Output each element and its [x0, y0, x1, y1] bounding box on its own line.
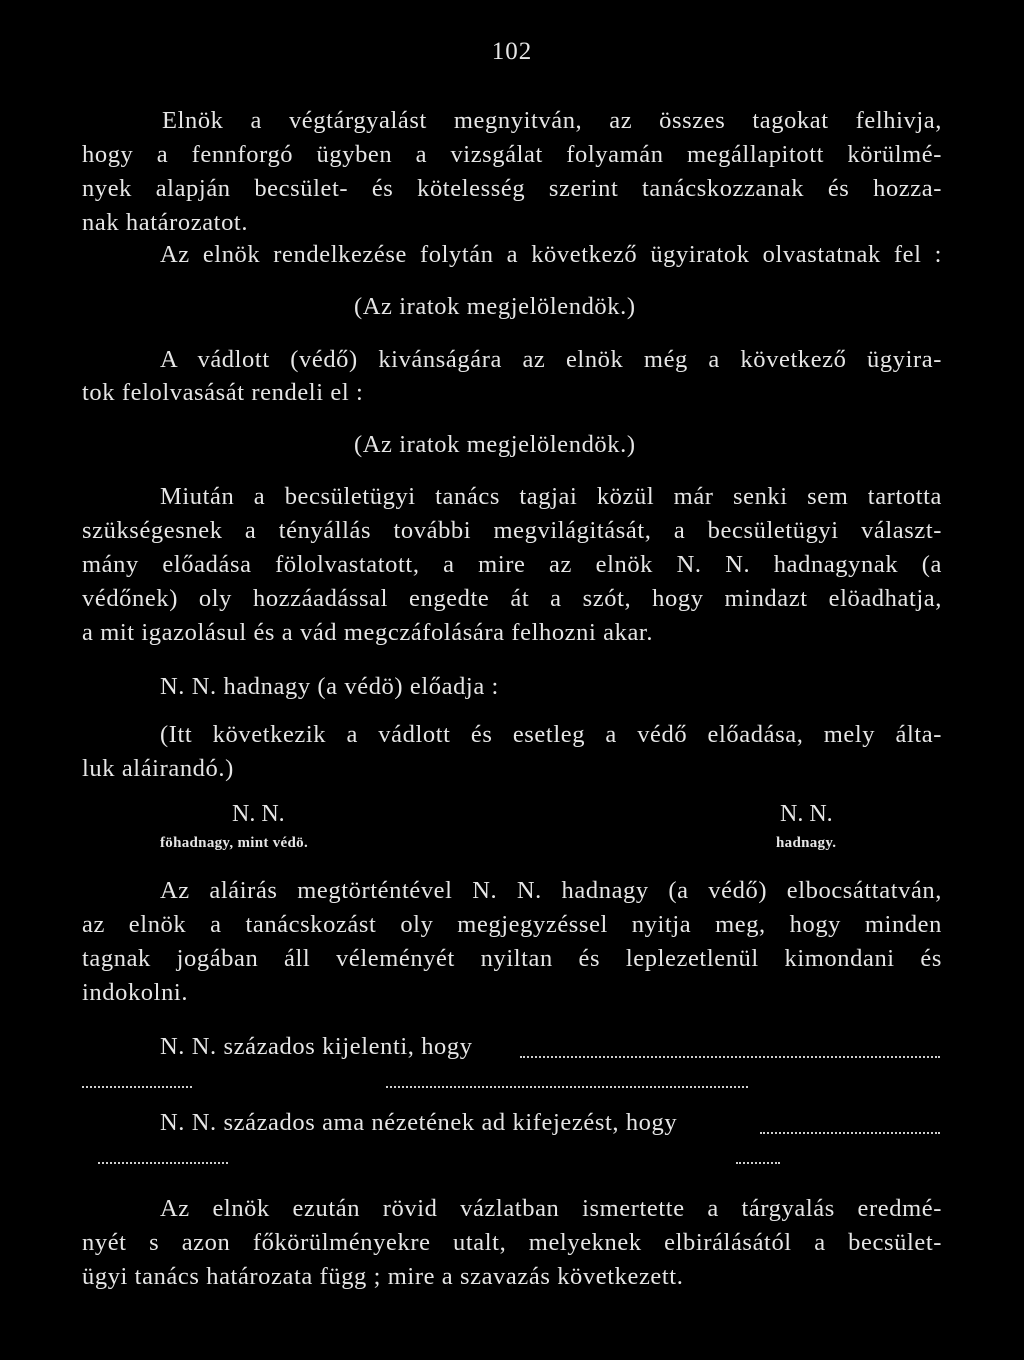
- bracket-note: (Az iratok megjelölendök.): [354, 293, 636, 320]
- dotted-fill-line: [520, 1056, 940, 1058]
- signature-left-name: N. N.: [232, 801, 285, 827]
- paragraph-line: az elnök a tanácskozást oly megjegyzéssel nyitja meg, hogy minden: [82, 911, 942, 938]
- bracket-note: (Az iratok megjelölendök.): [354, 431, 636, 458]
- signature-right-name: N. N.: [780, 801, 833, 827]
- paragraph-line: tagnak jogában áll véleményét nyiltan és leplezetlenül kimondani és: [82, 945, 942, 972]
- paragraph-line: N. N. százados ama nézetének ad kifejezést, hogy: [160, 1109, 678, 1136]
- paragraph-line: ügyi tanács határozata függ ; mire a szavazás következett.: [82, 1263, 684, 1290]
- paragraph-line: mány előadása fölolvastatott, a mire az elnök N. N. hadnagynak (a: [82, 551, 942, 578]
- paragraph-line: Az aláirás megtörténtével N. N. hadnagy (a védő) elbocsáttatván,: [160, 877, 942, 904]
- paragraph-line: indokolni.: [82, 979, 189, 1006]
- paragraph-line: (Itt következik a vádlott és esetleg a védő előadása, mely álta-: [160, 721, 942, 748]
- dotted-fill-line: [82, 1086, 192, 1088]
- signature-left-role: föhadnagy, mint védö.: [160, 835, 308, 851]
- dotted-fill-line: [98, 1162, 228, 1164]
- paragraph-line: hogy a fennforgó ügyben a vizsgálat folyamán megállapitott körülmé-: [82, 141, 942, 168]
- paragraph-line: Az elnök ezután rövid vázlatban ismertette a tárgyalás eredmé-: [160, 1195, 942, 1222]
- dotted-fill-line: [736, 1162, 780, 1164]
- paragraph-line: N. N. százados kijelenti, hogy: [160, 1033, 473, 1060]
- dotted-fill-line: [386, 1086, 748, 1088]
- paragraph-line: nyét s azon főkörülményekre utalt, melyeknek elbirálásától a becsület-: [82, 1229, 942, 1256]
- paragraph-line: Az elnök rendelkezése folytán a következő ügyiratok olvastatnak fel :: [160, 241, 942, 268]
- paragraph-line: N. N. hadnagy (a védö) előadja :: [160, 673, 499, 700]
- signature-right-role: hadnagy.: [776, 835, 837, 851]
- paragraph-line: a mit igazolásul és a vád megczáfolására felhozni akar.: [82, 619, 654, 646]
- paragraph-line: védőnek) oly hozzáadással engedte át a szót, hogy mindazt elöadhatja,: [82, 585, 942, 612]
- dotted-fill-line: [760, 1132, 940, 1134]
- paragraph-line: A vádlott (védő) kivánságára az elnök még a következő ügyira-: [160, 346, 942, 373]
- paragraph-line: luk aláirandó.): [82, 755, 234, 782]
- page-number: 102: [491, 38, 533, 65]
- paragraph-line: nyek alapján becsület- és kötelesség szerint tanácskozzanak és hozza-: [82, 175, 942, 202]
- paragraph-line: Elnök a végtárgyalást megnyitván, az összes tagokat felhivja,: [162, 107, 942, 134]
- paragraph-line: tok felolvasását rendeli el :: [82, 379, 364, 406]
- paragraph-line: Miután a becsületügyi tanács tagjai közül már senki sem tartotta: [160, 483, 942, 510]
- paragraph-line: szükségesnek a tényállás további megvilágitását, a becsületügyi választ-: [82, 517, 942, 544]
- paragraph-line: nak határozatot.: [82, 209, 249, 236]
